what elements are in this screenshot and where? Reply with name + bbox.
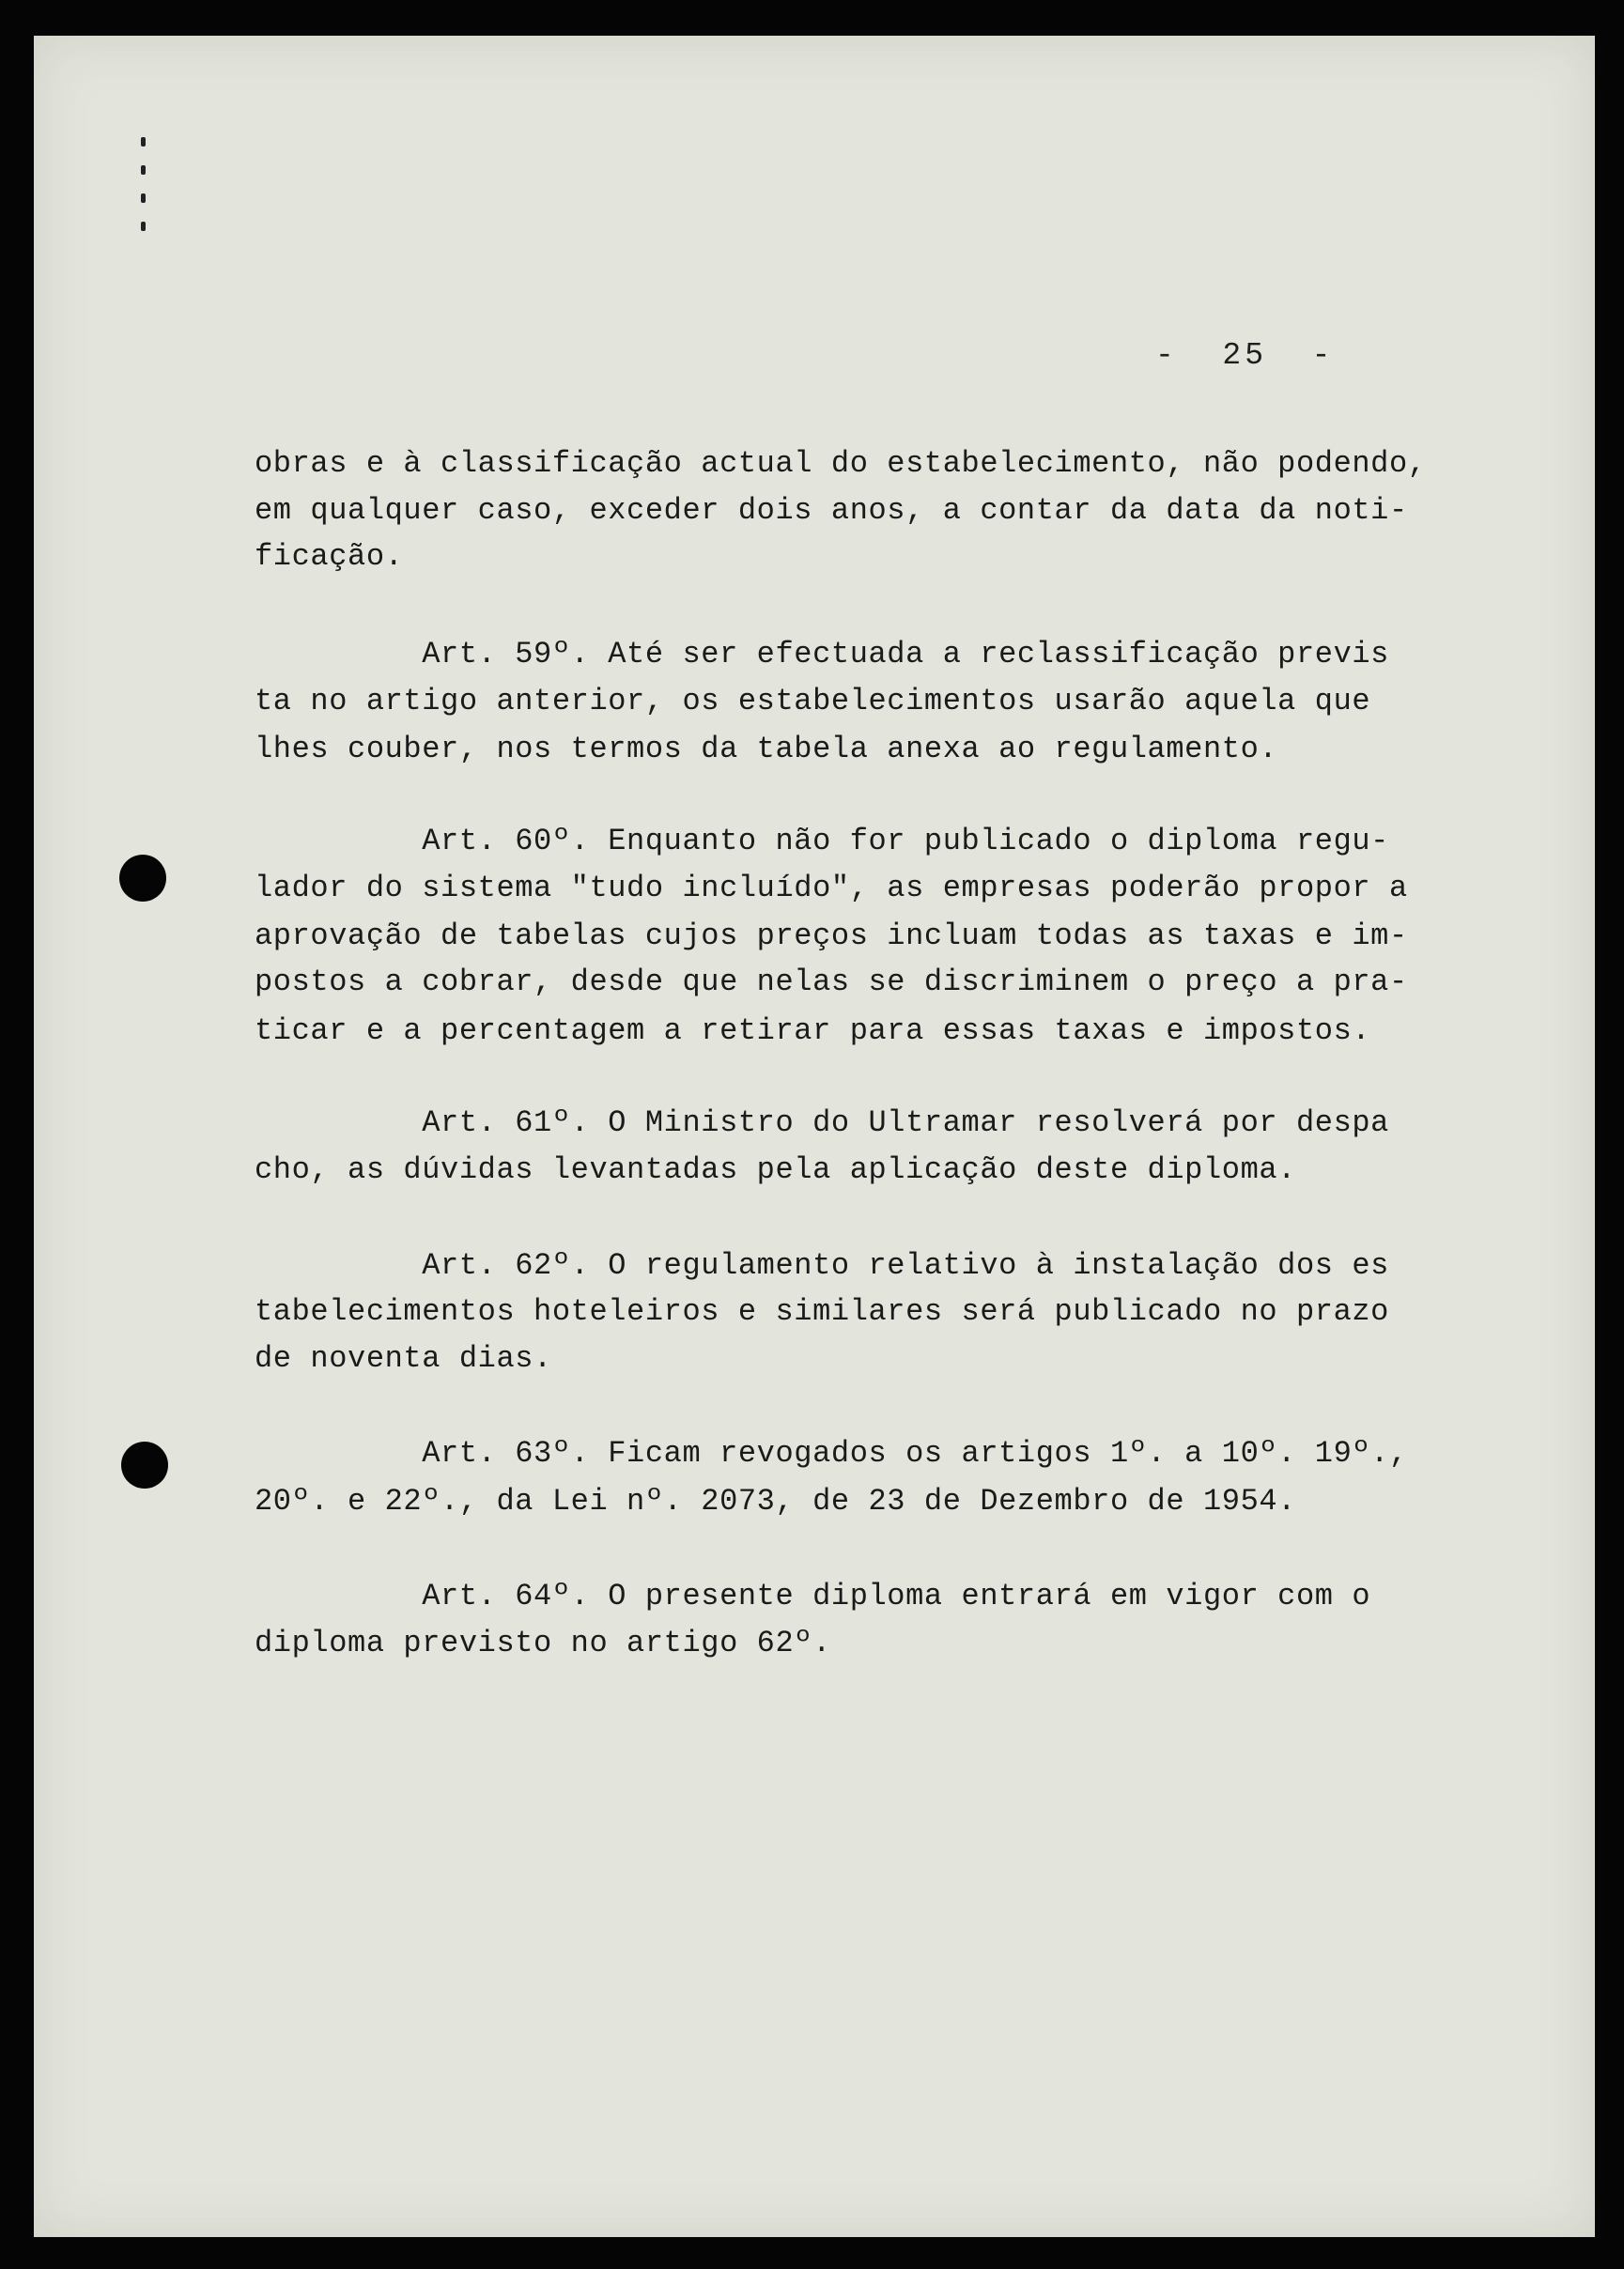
text-line: de noventa dias.: [255, 1341, 552, 1376]
punch-hole: [119, 855, 166, 902]
text-line: ticar e a percentagem a retirar para essas taxas e impostos.: [255, 1013, 1371, 1048]
margin-dot: [141, 137, 146, 147]
text-line: Art. 59º. Até ser efectuada a reclassificação previs: [255, 637, 1389, 671]
punch-hole: [121, 1442, 168, 1489]
page-number: - 25 -: [1155, 338, 1335, 373]
text-line: ficação.: [255, 539, 404, 574]
text-line: Art. 63º. Ficam revogados os artigos 1º. a 10º. 19º.,: [255, 1436, 1408, 1471]
margin-marks: [141, 137, 146, 250]
text-line: ta no artigo anterior, os estabelecimentos usarão aquela que: [255, 684, 1371, 718]
text-line: Art. 62º. O regulamento relativo à instalação dos es: [255, 1248, 1389, 1283]
text-line: Art. 64º. O presente diploma entrará em vigor com o: [255, 1579, 1371, 1613]
text-line: postos a cobrar, desde que nelas se discriminem o preço a pra-: [255, 965, 1408, 999]
text-line: tabelecimentos hoteleiros e similares será publicado no prazo: [255, 1294, 1389, 1329]
text-line: em qualquer caso, exceder dois anos, a contar da data da noti-: [255, 493, 1408, 528]
text-line: 20º. e 22º., da Lei nº. 2073, de 23 de Dezembro de 1954.: [255, 1484, 1296, 1519]
text-line: Art. 60º. Enquanto não for publicado o diploma regu-: [255, 824, 1389, 858]
text-line: lador do sistema "tudo incluído", as empresas poderão propor a: [255, 871, 1408, 905]
text-line: cho, as dúvidas levantadas pela aplicação deste diploma.: [255, 1152, 1296, 1187]
margin-dot: [141, 193, 146, 203]
text-line: aprovação de tabelas cujos preços incluam todas as taxas e im-: [255, 918, 1408, 953]
text-line: lhes couber, nos termos da tabela anexa ao regulamento.: [255, 732, 1278, 766]
text-line: Art. 61º. O Ministro do Ultramar resolverá por despa: [255, 1105, 1389, 1140]
margin-dot: [141, 165, 146, 175]
text-line: obras e à classificação actual do estabelecimento, não podendo,: [255, 446, 1427, 481]
margin-dot: [141, 222, 146, 231]
text-line: diploma previsto no artigo 62º.: [255, 1626, 831, 1660]
